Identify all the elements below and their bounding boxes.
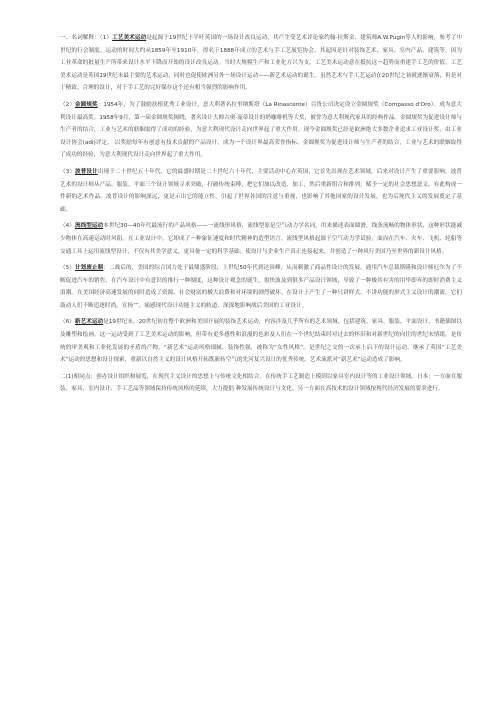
paragraph-5-prefix: （5）: [60, 265, 75, 272]
term-arts-and-crafts: 工艺美术运动: [112, 35, 147, 41]
term-planned-obsolescence: 计划废止制: [74, 265, 104, 272]
paragraph-1: [60, 32, 462, 95]
paragraph-4-text: 本世纪30—40年代最流行的产品风格——一流线形风格，流线型原是空气动力学名词，用来描述表面圆滑，线条流畅的物体形状，这种形状能减少物体在高速运动时风阻。在工业设计中，它却成了一种象征速度和时代精神的造型语言。流线型风格起源于空气动力学试验，面而在汽车、火车、飞机、轮船等交通工具上运用流线型设计，不仅有其美学意义，更具备一定的科学基础；使设计与企业生产真正连接起来，并创造了一种风行美国乃至世界的新设计风格。: [60, 223, 462, 255]
term-streamline: 流线型运动: [74, 223, 104, 230]
term-pop-design: 波普设计: [75, 168, 98, 175]
paragraph-1-text: 是起源于19世纪下半叶英国的一场设计改良运动，其产生受艺术评论家约翰·拉斯金、建筑师A.W.Pugin等人的影响，参考了中世纪的行会制度。运动的时间大约从1859年至1910年，得名于1888年成立的艺术与手工艺展览协会。其起因是针对装饰艺术、家具、室内产品、建筑等，因为工业革命的批量生产所带来设计水平下降而开始的设计改良运动。当时大规模生产和工业化方兴为支，工艺美术运动意在抵抗这一趋势而重建手工艺的价值。工艺美术运动是英国19世纪末最主要的艺术运动，同时也促使欧洲另外一场设计运动——新艺术运动的诞生。虽然艺术与手工艺运动在20世纪之初就逐渐衰落，但是对于精致、合理的设计，对于手工艺的完好保存这个还有相当强烈的影响作用。: [60, 35, 463, 92]
paragraph-1-prefix: 一、名词解释：（1）: [60, 35, 113, 41]
paragraph-3: [60, 166, 462, 216]
paragraph-4: [60, 220, 462, 258]
paragraph-6-text: 是19世纪末，20世纪初在整个欧洲和美国开展的装饰艺术运动，内容涉及几乎所有的艺术领域，包括建筑、家具、服装、平面设计、书籍插图以及雕塑和绘画。这一运动受到了工艺美术运动的影响，但带有更多感性和浪漫的色彩及人们在一个世纪结束时对过去的怀旧和对新世纪的向往的世纪末情绪，是传统的审美观和工业化发展的矛盾的产物。“新艺术”运动风格细腻、装饰性强，被称为“女性风格”。是世纪之交的一次承上启下的设计运动，继承了英国“工艺美术”运动的思想和设计探索，重新以自然主义的设计风格开拓既新转空气的先河复兴设计的优秀传统。艺术流派对“新艺术”运动造成了影响。: [60, 319, 463, 364]
paragraph-6: [60, 316, 462, 366]
term-compasso-doro: 金圆规奖: [75, 101, 98, 108]
paragraph-6-prefix: （6）: [60, 319, 75, 326]
term-art-nouveau: 新艺术运动: [74, 319, 104, 326]
paragraph-7: [60, 371, 462, 396]
paragraph-7-prefix: 二(1): [60, 373, 74, 380]
paragraph-3-text: 出现于二十世纪五十年代，它的最盛时期是二十世纪六十年代，主要活动中心在英国，它首先出现在艺术领域，后来对设计产生了重要影响。波普艺术的设计师从产品、服装、平面三个设计领域寻求突破，打破传统束缚，把它们加以改造、加工，然后重新组合和排列，赋予一定的社会思想意义，有此构成一件新的艺术作品。波普设计的影响深远，更是示出它的能立性，引起了世界各国的注意与重视，也影响了其他国家的设计发展，也为后现代主义的发展奠定了基础。: [60, 168, 463, 213]
paragraph-4-prefix: （4）: [60, 223, 75, 230]
paragraph-5: [60, 262, 462, 312]
paragraph-2: [60, 99, 462, 162]
paragraph-2-prefix: （2）: [60, 101, 75, 108]
paragraph-2-text: ：1954年，为了鼓励扶植优秀工业设计，意大利著名拉里纳斯塔（La Rinascente）百货公司决定设立金圆规奖（Compasso d'Oro）。成为意大利设计最高奖。1958年9月，第一届金圆规奖揭晓，著名设计大师古奥·庞蒂设计的奶咖啡机等大奖，被誉为意大利现代家具的经典作品。金圆规奖为促进设计师与生产者的结合，工业与艺术的联姻取得了成功的经验，为意大利现代设计走向世界起了重大作用。现今金圆规奖已经是欧洲绝大多数企业追求工业设计奖，由工业设计协会(adi)评定。 以奖励每年有创意有技术贡献的产品设计，成为一个设计界最高荣誉指标。金圆规奖为促进设计师与生产者的结合，工业与艺术的联姻取得了成功的经验，为意大利现代设计走向世界起了重大作用。: [60, 101, 462, 159]
paragraph-3-prefix: （3）: [60, 168, 76, 175]
paragraph-5-text: ：二战后的，美国的综合国力处于最鼎盛阶段，上世纪50年代到达顶峰，从而刺激了商品性设计的发展。通用汽车总裁斯隆和设计师厄尔为了不断促进汽车的销售，在汽车设计中有意识的推行一种制度，这种设计观念的诞生，很快波及到很多产品设计领域，导致了一种极其有害的用毕即弃的即时消费主义浪潮。在美国经济高速发展的同时造成了资源、社会财富的极大浪费和对环境的剧烈破坏。在设计上产生了一种只讲样式，不讲功能的形式主义设计的潮流，它们鼓动人们不断追逐时尚，宣扬“”，痛感现代设计功能主义的轨道，深深地影响战后美国的工业设计。: [60, 265, 463, 309]
paragraph-7-text: 相同点：创办设计组织和展览，在现代主义设计的思想上与传统文化相结合，在传统手工艺制造上模到以家具室内设计等的工业设计领域。日本：一方面在服装、家具、室内设计、手工艺品等领域保持传统风格的延续，大力提倡 种发展传统设计与文化，另一方面在高技术的设计领域按现代经济发展的要求进行。: [60, 373, 462, 393]
